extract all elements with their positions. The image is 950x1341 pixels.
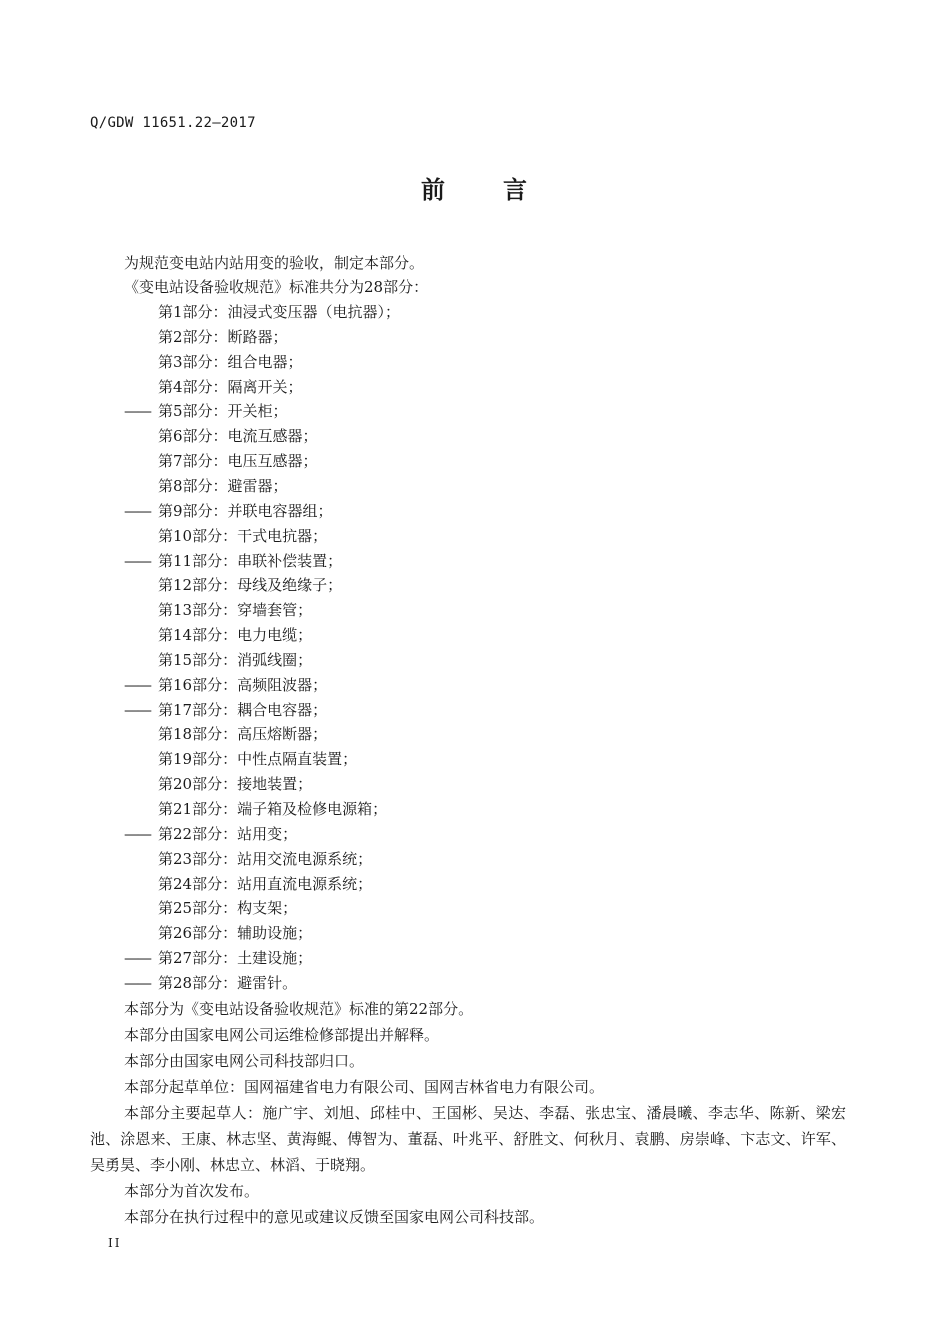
part-label: 第10部分：干式电抗器； — [158, 526, 328, 545]
title-char-2: 言 — [503, 176, 529, 204]
intro-paragraph-2: 《变电站设备验收规范》标准共分为28部分： — [124, 278, 429, 296]
part-list-item — [158, 451, 318, 471]
dash-marker: —— — [124, 675, 150, 694]
part-label: 第14部分：电力电缆； — [158, 626, 313, 645]
closing-paragraph-drafters: 本部分主要起草人：施广宇、刘旭、邱桂中、王国彬、吴达、李磊、张忠宝、潘晨曦、李志华、陈新、梁宏池、涂恩来、王康、林志坚、黄海鲲、傅智为、董磊、叶兆平、舒胜文、何秋月、袁鹏、房崇峰、卞志文、许军、吴勇昊、李小刚、林忠立、林滔、于晓翔。 — [90, 1104, 846, 1174]
part-list-item — [124, 501, 333, 521]
part-label: 第23部分：站用交流电源系统； — [158, 849, 373, 868]
dash-marker: —— — [124, 949, 150, 968]
part-list-item — [158, 923, 312, 943]
part-list-item — [124, 675, 327, 695]
part-list-item — [158, 749, 357, 769]
part-list-item — [158, 377, 303, 397]
part-label: 第25部分：构支架； — [158, 899, 298, 918]
part-list-item — [158, 625, 312, 645]
part-list-item — [158, 898, 297, 918]
standard-code: Q/GDW 11651.22—2017 — [90, 115, 256, 131]
part-list-item — [158, 526, 327, 546]
closing-paragraph-first-release: 本部分为首次发布。 — [124, 1182, 260, 1200]
part-list-item — [124, 401, 288, 421]
title-char-1: 前 — [421, 176, 447, 204]
part-list-item — [124, 948, 312, 968]
part-label: 第19部分：中性点隔直装置； — [158, 750, 358, 769]
part-list-item — [158, 650, 312, 670]
part-label: 第22部分：站用变； — [158, 824, 298, 843]
part-label: 第26部分：辅助设施； — [158, 924, 313, 943]
page-title — [0, 170, 950, 205]
part-list-item — [124, 824, 297, 844]
part-label: 第4部分：隔离开关； — [158, 377, 303, 396]
part-label: 第6部分：电流互感器； — [158, 427, 318, 446]
part-label: 第13部分：穿墙套管； — [158, 601, 313, 620]
part-label: 第15部分：消弧线圈； — [158, 650, 313, 669]
part-list-item — [158, 327, 288, 347]
part-list-item — [158, 600, 312, 620]
closing-paragraph-part-number: 本部分为《变电站设备验收规范》标准的第22部分。 — [124, 1000, 474, 1018]
part-label: 第28部分：避雷针。 — [158, 973, 298, 992]
part-label: 第16部分：高频阻波器； — [158, 675, 328, 694]
part-list-item — [158, 799, 387, 819]
dash-marker: —— — [124, 501, 150, 520]
part-label: 第18部分：高压熔断器； — [158, 725, 328, 744]
part-label: 第27部分：土建设施； — [158, 949, 313, 968]
part-label: 第9部分：并联电容器组； — [158, 501, 333, 520]
part-list-item — [158, 302, 400, 322]
part-label: 第17部分：耦合电容器； — [158, 700, 328, 719]
part-label: 第2部分：断路器； — [158, 327, 288, 346]
closing-paragraph-drafting-units: 本部分起草单位：国网福建省电力有限公司、国网吉林省电力有限公司。 — [124, 1078, 605, 1096]
part-list-item — [158, 724, 327, 744]
part-label: 第1部分：油浸式变压器（电抗器）； — [158, 303, 401, 321]
part-list-item — [158, 874, 372, 894]
closing-section — [90, 996, 846, 1230]
part-label: 第20部分：接地装置； — [158, 775, 313, 794]
closing-paragraph-proposer: 本部分由国家电网公司运维检修部提出并解释。 — [124, 1026, 440, 1044]
part-label: 第24部分：站用直流电源系统； — [158, 874, 373, 893]
part-label: 第12部分：母线及绝缘子； — [158, 576, 343, 595]
part-list-item — [158, 426, 318, 446]
part-list-item — [124, 973, 297, 993]
dash-marker: —— — [124, 551, 150, 570]
part-label: 第11部分：串联补偿装置； — [158, 551, 343, 570]
intro-paragraph-1: 为规范变电站内站用变的验收，制定本部分。 — [124, 254, 425, 272]
part-list-item — [158, 476, 288, 496]
dash-marker: —— — [124, 824, 150, 843]
part-label: 第21部分：端子箱及检修电源箱； — [158, 800, 388, 818]
part-list-item — [158, 774, 312, 794]
closing-paragraph-owner: 本部分由国家电网公司科技部归口。 — [124, 1052, 365, 1070]
dash-marker: —— — [124, 700, 150, 719]
part-label: 第5部分：开关柜； — [158, 402, 288, 421]
part-label: 第8部分：避雷器； — [158, 476, 288, 495]
part-label: 第3部分：组合电器； — [158, 352, 303, 371]
dash-marker: —— — [124, 402, 150, 421]
closing-paragraph-feedback: 本部分在执行过程中的意见或建议反馈至国家电网公司科技部。 — [124, 1208, 545, 1226]
part-label: 第7部分：电压互感器； — [158, 452, 318, 471]
part-list-item — [158, 352, 303, 372]
page-number: II — [108, 1236, 122, 1250]
dash-marker: —— — [124, 973, 150, 992]
part-list-item — [158, 849, 372, 869]
part-list-item — [158, 575, 342, 595]
part-list-item — [124, 700, 327, 720]
part-list-item — [124, 551, 342, 571]
